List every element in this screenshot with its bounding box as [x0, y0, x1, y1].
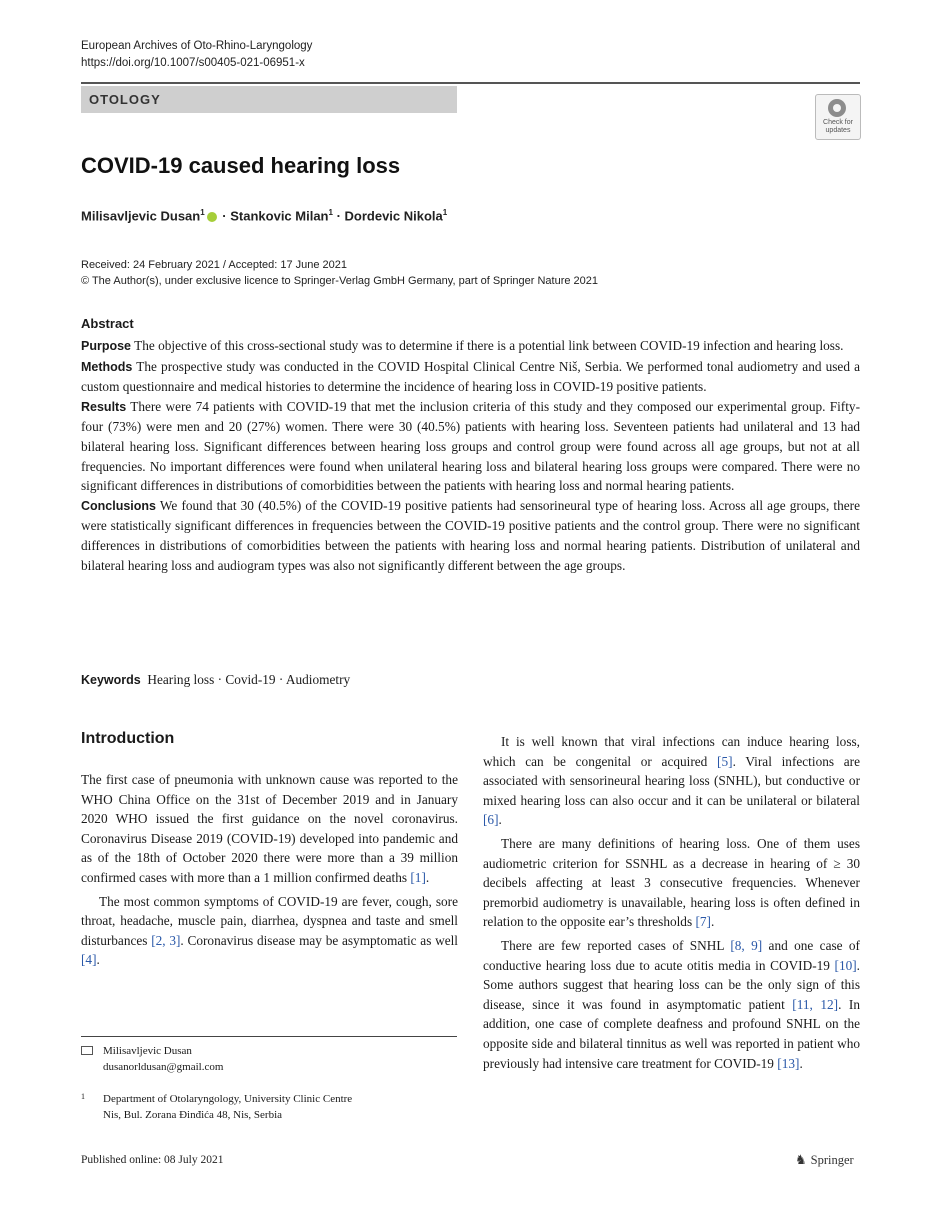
envelope-icon	[81, 1046, 93, 1055]
check-updates-label: Check for updates	[823, 119, 853, 134]
keywords-text: Hearing loss · Covid-19 · Audiometry	[147, 672, 351, 687]
section-label: OTOLOGY	[89, 92, 161, 107]
conclusions-label: Conclusions	[81, 498, 157, 513]
springer-horse-icon: ♞	[795, 1152, 807, 1167]
received-accepted: Received: 24 February 2021 / Accepted: 17 June 2021	[81, 259, 348, 271]
author-list: Milisavljevic Dusan$^1$ · Stankovic Milan$^1$ · Dordevic Nikola$^1$	[81, 208, 448, 224]
abstract-results	[81, 397, 860, 496]
paragraph-text: There are few reported cases of SNHL	[501, 937, 724, 953]
introduction-heading: Introduction	[81, 730, 175, 747]
paragraph-text: and one case of conductive hearing loss due to acute otitis media in COVID-19	[483, 937, 860, 973]
corr-text	[103, 1043, 223, 1075]
author-name[interactable]: Dordevic Nikola	[344, 208, 443, 224]
paragraph-text: The most common symptoms of COVID-19 are fever, cough, sore throat, headache, muscle pain, diarrhea, dyspnea and taste and smell disturbances	[81, 893, 458, 948]
paragraph-text: . Viral infections are associated with sensorineural hearing loss (SNHL), but conductive or mixed hearing loss can also occur and it can be unilateral or bilateral	[483, 753, 860, 808]
paragraph-text: . Some authors suggest that hearing loss can be the only sign of this disease, since it was found in asymptomatic patient	[483, 957, 860, 1012]
keywords	[81, 672, 350, 688]
abstract-methods	[81, 357, 860, 397]
left-column	[81, 770, 458, 974]
author-aff: 1	[442, 208, 448, 217]
check-updates-icon	[828, 99, 846, 117]
author-name[interactable]: Milisavljevic Dusan	[81, 208, 201, 224]
affiliation-text	[103, 1091, 352, 1123]
intro-paragraph: There are many definitions of hearing loss. One of them uses audiometric criterion for SSNHL as a decrease in hearing of ≥ 30 decibels affecting at least 3 consecutive frequencies. Whenever premorbid audiometry is unavailable, hearing loss is often defined in relation to the opposite ear’s thresholds [7].	[483, 835, 860, 930]
purpose-label: Purpose	[81, 339, 132, 353]
aff-line: Department of Otolaryngology, University Clinic Centre	[103, 1093, 353, 1105]
citation-link[interactable]: [11, 12]	[792, 996, 839, 1012]
journal-header	[81, 38, 312, 72]
abstract-body	[81, 336, 860, 575]
copyright-line: © The Author(s), under exclusive licence to Springer-Verlag GmbH Germany, part of Springer Nature 2021	[81, 275, 598, 287]
article-title: COVID-19 caused hearing loss	[81, 153, 401, 178]
citation-link[interactable]: [10]	[834, 957, 857, 973]
paragraph-text: It is well known that viral infections can induce hearing loss, which can be congenital or acquired	[483, 734, 860, 769]
methods-text: The prospective study was conducted in the COVID Hospital Clinical Centre Niš, Serbia. We performed tonal audiometry and used a custom questionnaire and medical histories to determine the incidence of hearing loss in COVID-19 positive patients.	[81, 358, 860, 395]
intro-paragraph: The first case of pneumonia with unknown cause was reported to the WHO China Office on the 31st of December 2019 and in January 2020 WHO issued the first guidance on the novel coronavirus. Coronavirus Disease 2019 (COVID-19) developed into pandemic and as of the 18th of October 2020 there were more than a 39 million confirmed cases with more than a 1 million confirmed deaths [1].	[81, 772, 458, 885]
methods-label: Methods	[81, 359, 133, 374]
paragraph-text: There are many definitions of hearing loss. One of them uses audiometric criterion for SSNHL as a decrease in hearing of ≥ 30 decibels affecting at least 3 consecutive frequencies. Whenever premorbid audiometry is unavailable, hearing loss is often defined in relation to the opposite ear’s thresholds	[483, 835, 860, 930]
corr-email[interactable]: dusanorldusan@gmail.com	[103, 1061, 224, 1073]
paragraph-text: . Coronavirus disease may be asymptomatic as well	[180, 932, 458, 948]
intro-paragraph: The most common symptoms of COVID-19 are fever, cough, sore throat, headache, muscle pain, diarrhea, dyspnea and taste and smell disturbances [2, 3]. Coronavirus disease may be asymptomatic as well [4].	[81, 893, 458, 968]
intro-paragraph: It is well known that viral infections can induce hearing loss, which can be congenital or acquired [5]. Viral infections are associated with sensorineural hearing loss (SNHL), but conductive or mixed hearing loss can also occur and it can be unilateral or bilateral [6].	[483, 734, 860, 828]
header-rule	[81, 82, 860, 84]
aff-line: Nis, Bul. Zorana Đinđića 48, Nis, Serbia	[103, 1109, 283, 1121]
journal-name: European Archives of Oto-Rhino-Laryngology	[81, 40, 313, 52]
conclusions-text: We found that 30 (40.5%) of the COVID-19 positive patients had sensorineural type of hearing loss. Across all age groups, there were statistically significant differences in frequencies between the COVID-19 positive patients and the control group. There were no significant differences in distributions of comorbidities between the patients with hearing loss and normal hearing patients. Distribution of unilateral and bilateral hearing loss and audiogram types was also not significantly different between the age groups.	[81, 497, 860, 573]
publisher-logo	[795, 1152, 854, 1168]
author-name[interactable]: Stankovic Milan	[230, 208, 329, 224]
citation-link[interactable]: [13]	[777, 1055, 800, 1071]
paragraph-text: . In addition, one case of complete deafness and profound SNHL on the opposite side and bilateral tinnitus as well was reported in patient who previously had intensive care treatment for COVID-19	[483, 996, 860, 1071]
author-aff: 1	[200, 208, 205, 217]
paragraph-text: The first case of pneumonia with unknown cause was reported to the WHO China Office on the 31st of December 2019 and in January 2020 WHO issued the first guidance on the novel coronavirus. Coronavirus Disease 2019 (COVID-19) developed into pandemic and as of the 18th of October 2020 there were more than a 39 million confirmed cases with more than a 1 million confirmed deaths	[81, 772, 458, 885]
published-date: Published online: 08 July 2021	[81, 1154, 224, 1166]
doi-link[interactable]: https://doi.org/10.1007/s00405-021-06951-x	[81, 57, 305, 69]
intro-paragraph: There are few reported cases of SNHL [8, 9] and one case of conductive hearing loss due to acute otitis media in COVID-19 [10]. Some authors suggest that hearing loss can be the only sign of this disease, since it was found in asymptomatic patient [11, 12]. In addition, one case of complete deafness and profound SNHL on the opposite side and bilateral tinnitus as well was reported in patient who previously had intensive care treatment for COVID-19 [13].	[483, 937, 860, 1071]
abstract-heading: Abstract	[81, 316, 134, 331]
author-aff: 1	[328, 208, 333, 217]
abstract-conclusions	[81, 496, 860, 575]
corr-name: Milisavljevic Dusan	[103, 1045, 192, 1057]
affiliation-number: 1	[81, 1092, 85, 1101]
results-text: There were 74 patients with COVID-19 that met the inclusion criteria of this study and they composed our experimental group. Fifty-four (73%) were men and 20 (27%) women. There were 30 (40.5%) patients with hearing loss. Seventeen patients had unilateral and 13 had bilateral hearing loss. Significant differences between hearing loss groups and control group were found across all age groups, but not at all frequencies. No important differences were found when unilateral hearing loss and bilateral hearing loss groups were compared. There were no significant differences in distributions of comorbidities between the patients with hearing loss and normal hearing patients.	[81, 398, 860, 494]
orcid-icon[interactable]	[207, 212, 217, 222]
check-for-updates-badge[interactable]	[815, 94, 861, 140]
citation-link[interactable]: [4]	[81, 952, 97, 968]
citation-link[interactable]: [1]	[410, 869, 426, 885]
citation-link[interactable]: [5]	[717, 753, 733, 769]
purpose-text: The objective of this cross-sectional study was to determine if there is a potential link between COVID-19 infection and hearing loss.	[134, 338, 844, 353]
right-column	[483, 732, 860, 1077]
citation-link[interactable]: [8, 9]	[730, 937, 763, 953]
publisher-name: Springer	[810, 1153, 854, 1167]
abstract-purpose	[81, 336, 860, 357]
article-dates	[81, 257, 598, 289]
footnote-rule	[81, 1036, 457, 1037]
citation-link[interactable]: [6]	[483, 812, 499, 828]
section-bar	[81, 86, 457, 113]
citation-link[interactable]: [7]	[695, 914, 711, 930]
citation-link[interactable]: [2, 3]	[151, 932, 181, 948]
keywords-label: Keywords	[81, 673, 141, 687]
results-label: Results	[81, 399, 127, 414]
